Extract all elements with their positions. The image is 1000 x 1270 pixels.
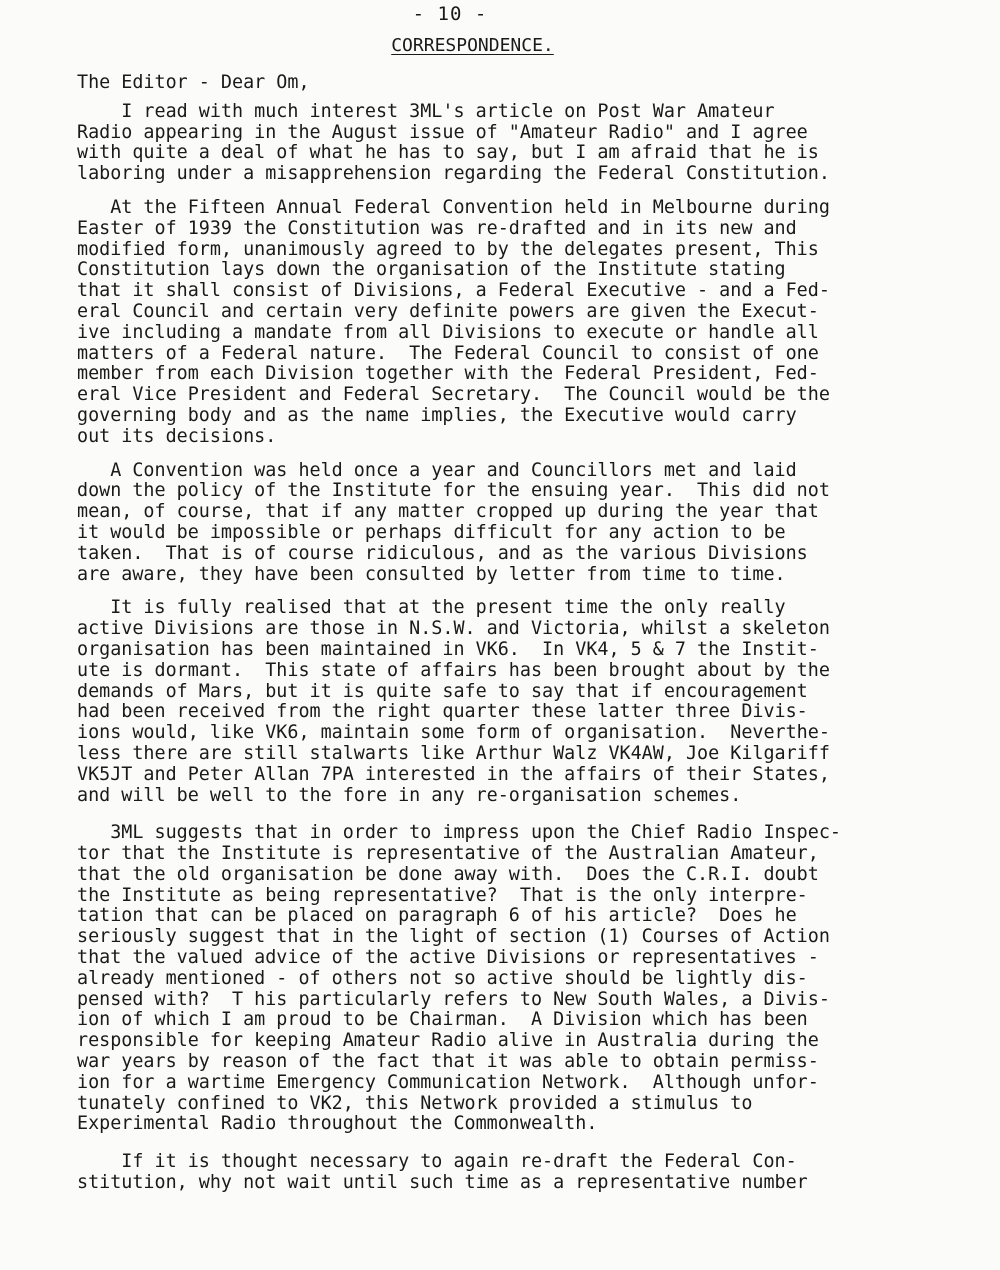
text-line: that it shall consist of Divisions, a Federal Executive - and a Fed-	[77, 280, 830, 302]
text-line: mean, of course, that if any matter cropped up during the year that	[77, 501, 819, 523]
text-line: 3ML suggests that in order to impress upon the Chief Radio Inspec-	[77, 822, 841, 844]
paragraph-5	[77, 823, 957, 1135]
text-line: ion of which I am proud to be Chairman. A Division which has been	[77, 1009, 808, 1031]
text-line: tation that can be placed on paragraph 6 of his article? Does he	[77, 905, 797, 927]
text-line: Radio appearing in the August issue of "Amateur Radio" and I agree	[77, 121, 808, 143]
paragraph-1	[77, 102, 957, 185]
paragraph-3	[77, 461, 957, 586]
text-line: ive including a mandate from all Divisions to execute or handle all	[77, 321, 819, 343]
text-line: active Divisions are those in N.S.W. and Victoria, whilst a skeleton	[77, 618, 830, 640]
text-line: tunately confined to VK2, this Network provided a stimulus to	[77, 1092, 753, 1114]
paragraph-6	[77, 1152, 957, 1194]
text-line: already mentioned - of others not so active should be lightly dis-	[77, 967, 808, 989]
text-line: Experimental Radio throughout the Commonwealth.	[77, 1113, 598, 1135]
text-line: pensed with? T his particularly refers to New South Wales, a Divis-	[77, 988, 830, 1010]
text-line: I read with much interest 3ML's article on Post War Amateur	[77, 100, 775, 122]
text-line: It is fully realised that at the present time the only really	[77, 597, 786, 619]
text-line: A Convention was held once a year and Councillors met and laid	[77, 459, 797, 481]
page-number: - 10 -	[412, 3, 488, 25]
text-line: organisation has been maintained in VK6. In VK4, 5 & 7 the Instit-	[77, 638, 819, 660]
text-line: eral Council and certain very definite powers are given the Execut-	[77, 300, 819, 322]
text-line: member from each Division together with the Federal President, Fed-	[77, 363, 819, 385]
text-line: taken. That is of course ridiculous, and as the various Divisions	[77, 542, 808, 564]
text-line: less there are still stalwarts like Arthur Walz VK4AW, Joe Kilgariff	[77, 742, 830, 764]
heading-text: CORRESPONDENCE.	[391, 35, 554, 56]
text-line: governing body and as the name implies, the Executive would carry	[77, 404, 797, 426]
text-line: tor that the Institute is representative of the Australian Amateur,	[77, 843, 819, 865]
text-line: had been received from the right quarter these latter three Divis-	[77, 701, 808, 723]
text-line: If it is thought necessary to again re-draft the Federal Con-	[77, 1151, 797, 1173]
text-line: out its decisions.	[77, 425, 277, 447]
salutation: The Editor - Dear Om,	[77, 72, 310, 93]
text-line: VK5JT and Peter Allan 7PA interested in the affairs of their States,	[77, 763, 830, 785]
text-line: Easter of 1939 the Constitution was re-drafted and in its new and	[77, 217, 797, 239]
text-line: it would be impossible or perhaps difficult for any action to be	[77, 521, 786, 543]
text-line: Constitution lays down the organisation of the Institute stating	[77, 259, 786, 281]
text-line: stitution, why not wait until such time as a representative number	[77, 1172, 808, 1194]
text-line: ute is dormant. This state of affairs has been brought about by the	[77, 659, 830, 681]
text-line: and will be well to the fore in any re-organisation schemes.	[77, 784, 742, 806]
text-line: seriously suggest that in the light of section (1) Courses of Action	[77, 926, 830, 948]
text-line: the Institute as being representative? That is the only interpre-	[77, 884, 808, 906]
letter-body	[77, 73, 957, 1207]
text-line: laboring under a misapprehension regarding the Federal Constitution.	[77, 163, 830, 185]
text-line: ions would, like VK6, maintain some form of organisation. Neverthe-	[77, 722, 830, 744]
text-line: with quite a deal of what he has to say, but I am afraid that he is	[77, 142, 819, 164]
text-line: war years by reason of the fact that it was able to obtain permiss-	[77, 1051, 819, 1073]
text-line: At the Fifteen Annual Federal Convention held in Melbourne during	[77, 196, 830, 218]
text-line: down the policy of the Institute for the ensuing year. This did not	[77, 480, 830, 502]
text-line: are aware, they have been consulted by letter from time to time.	[77, 563, 786, 585]
text-line: that the old organisation be done away with. Does the C.R.I. doubt	[77, 863, 819, 885]
text-line: that the valued advice of the active Divisions or representatives -	[77, 947, 819, 969]
paragraph-2	[77, 198, 957, 448]
text-line: modified form, unanimously agreed to by the delegates present, This	[77, 238, 819, 260]
text-line: matters of a Federal nature. The Federal Council to consist of one	[77, 342, 819, 364]
text-line: demands of Mars, but it is quite safe to say that if encouragement	[77, 680, 808, 702]
text-line: responsible for keeping Amateur Radio alive in Australia during the	[77, 1030, 819, 1052]
text-line: ion for a wartime Emergency Communication Network. Although unfor-	[77, 1071, 819, 1093]
page-heading	[0, 34, 945, 58]
text-line: eral Vice President and Federal Secretary. The Council would be the	[77, 384, 830, 406]
paragraph-4	[77, 598, 957, 806]
